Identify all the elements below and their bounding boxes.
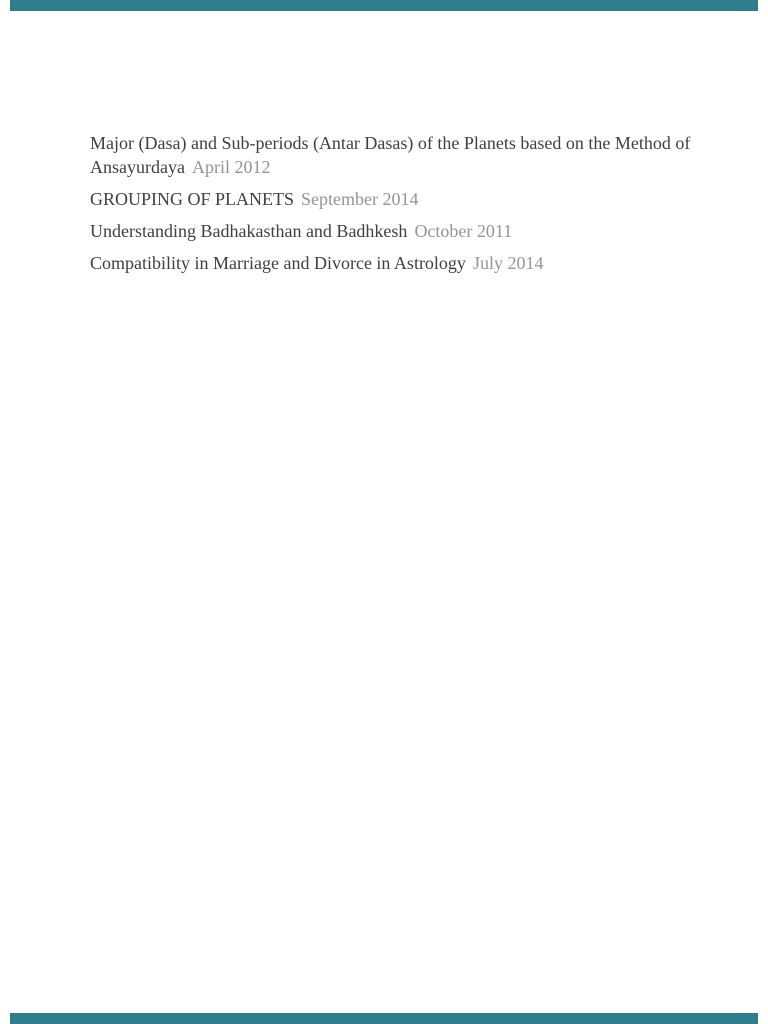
list-item (90, 251, 710, 275)
article-list (90, 131, 710, 283)
article-title: Compatibility in Marriage and Divorce in Astrology (90, 253, 466, 273)
page-divider-top (10, 0, 758, 11)
article-date: July 2014 (472, 253, 544, 273)
article-date: October 2011 (414, 221, 513, 241)
list-item (90, 219, 710, 243)
page-divider-bottom (10, 1013, 758, 1024)
list-item (90, 187, 710, 211)
list-item (90, 131, 710, 179)
article-title: GROUPING OF PLANETS (90, 189, 295, 209)
article-title: Understanding Badhakasthan and Badhkesh (90, 221, 408, 241)
article-date: April 2012 (191, 157, 271, 177)
article-date: September 2014 (301, 189, 419, 209)
article-title: Major (Dasa) and Sub-periods (Antar Dasas) of the Planets based on the Method of Ansayurdaya (90, 133, 691, 177)
